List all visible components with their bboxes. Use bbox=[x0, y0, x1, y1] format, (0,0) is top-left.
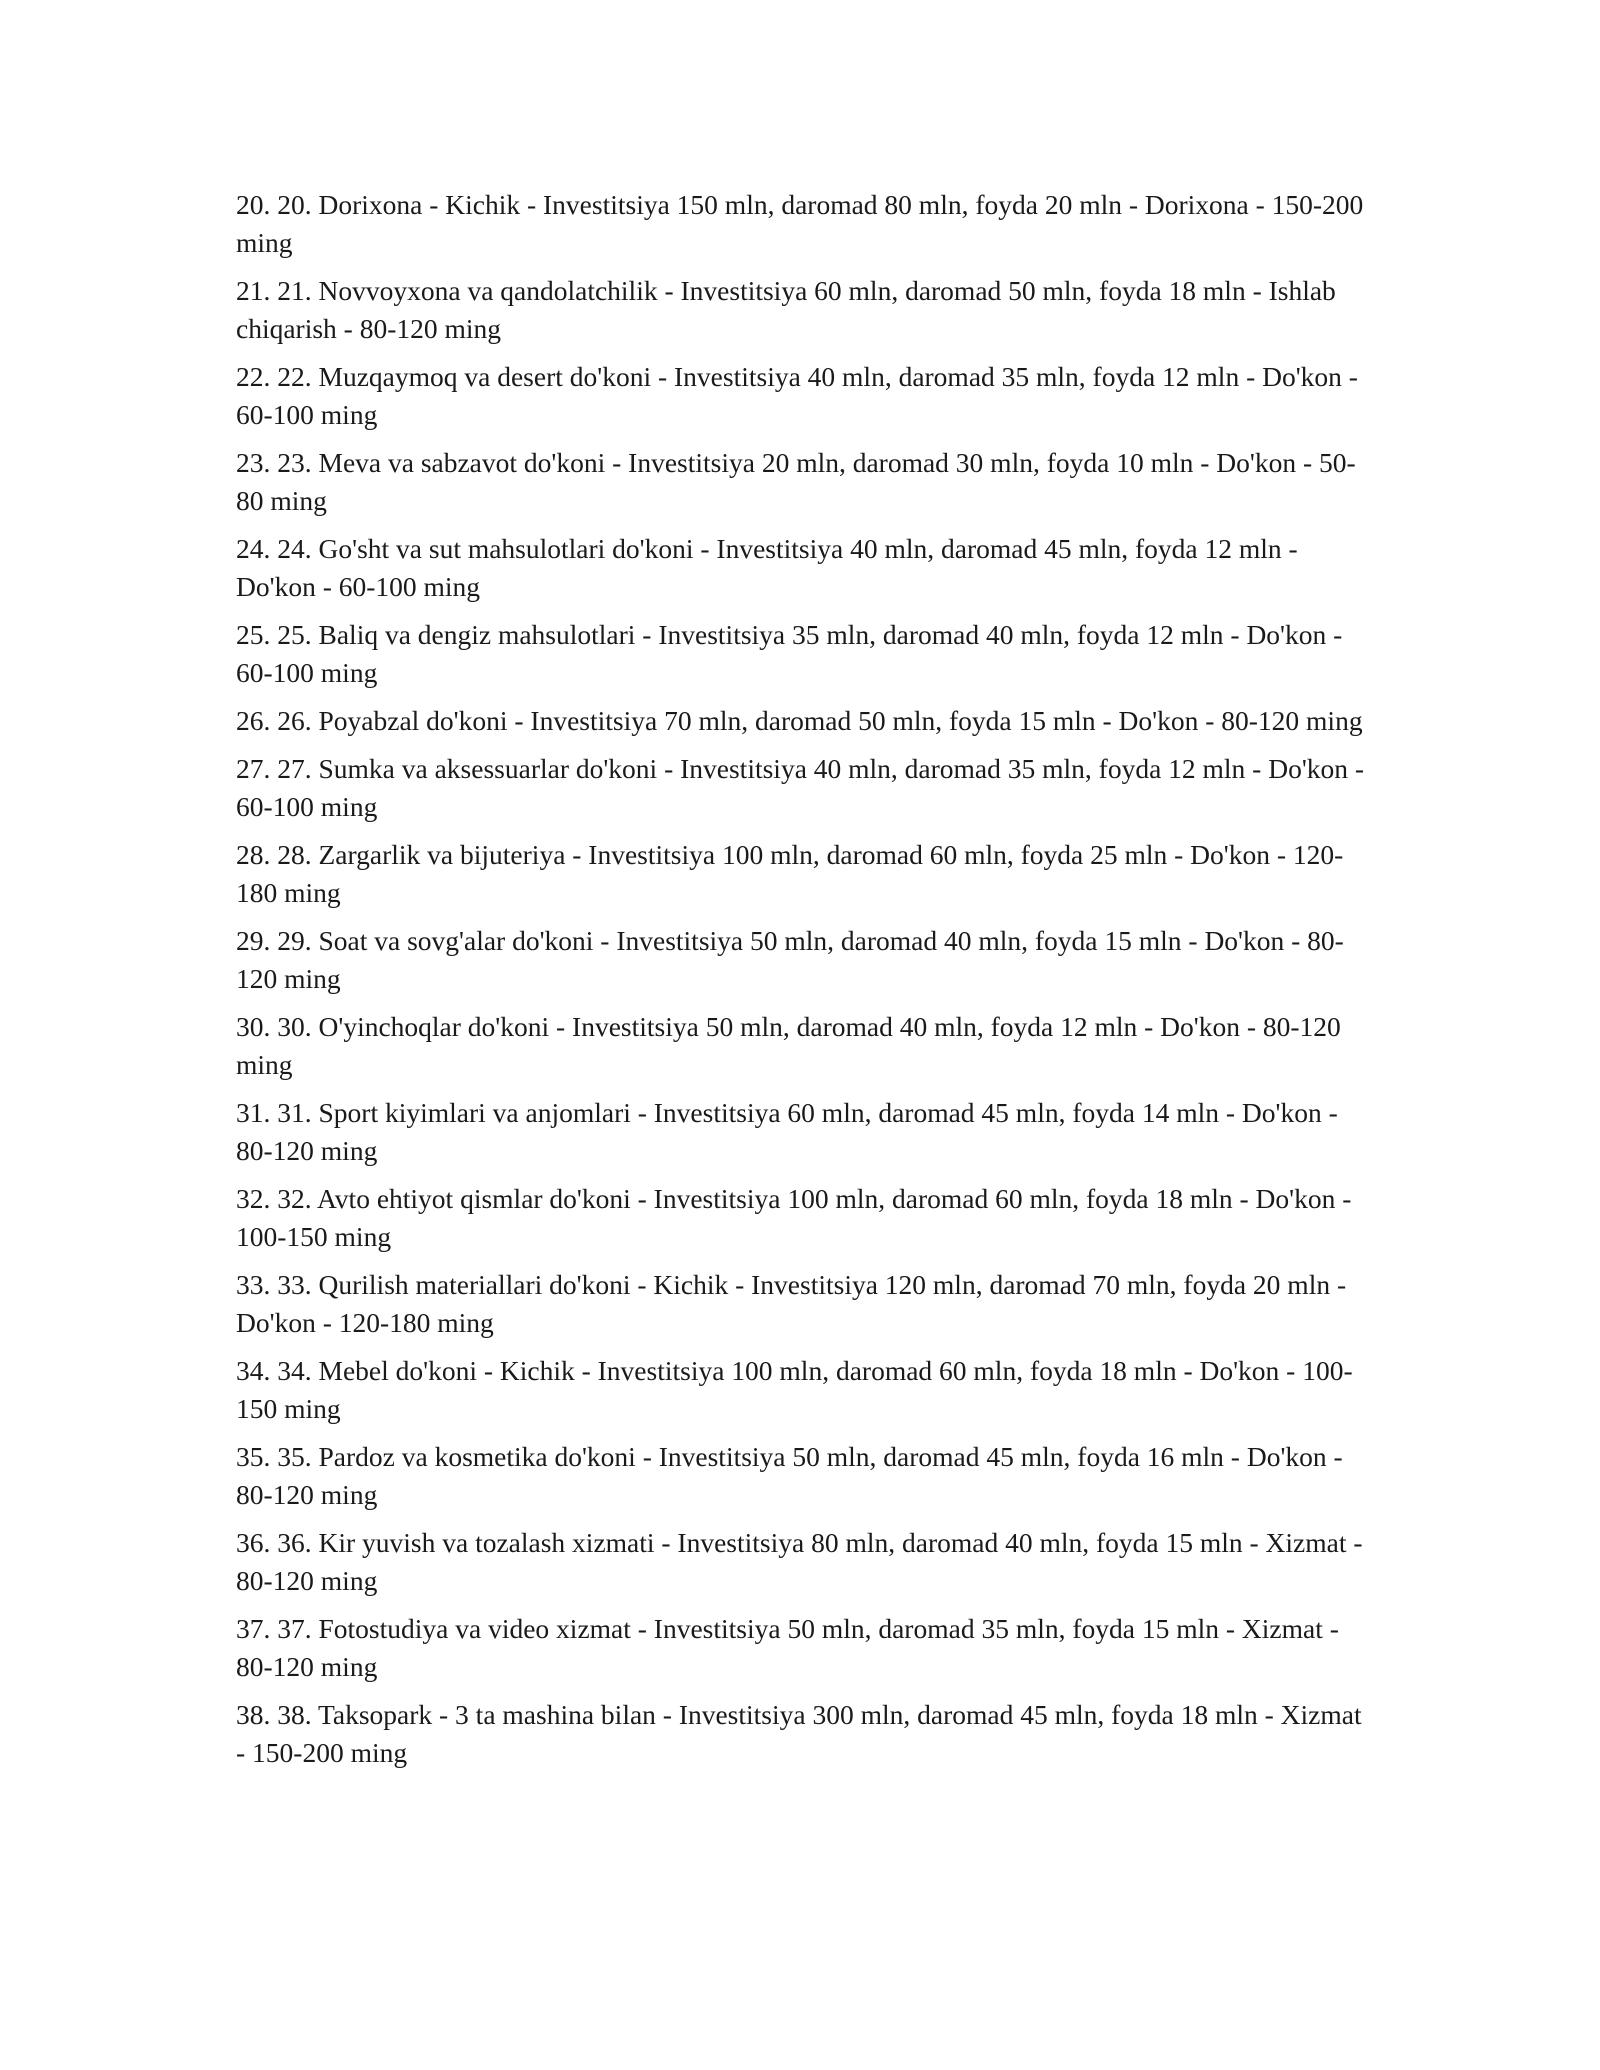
list-item: 31. 31. Sport kiyimlari va anjomlari - Investitsiya 60 mln, daromad 45 mln, foyda 14 mln - Do'kon - 80-120 ming bbox=[236, 1097, 1338, 1166]
list-item: 32. 32. Avto ehtiyot qismlar do'koni - Investitsiya 100 mln, daromad 60 mln, foyda 18 mln - Do'kon - 100-150 ming bbox=[236, 1183, 1352, 1252]
list-item: 27. 27. Sumka va aksessuarlar do'koni - Investitsiya 40 mln, daromad 35 mln, foyda 12 mln - Do'kon - 60-100 ming bbox=[236, 753, 1365, 822]
business-list bbox=[236, 186, 1366, 1782]
list-item: 34. 34. Mebel do'koni - Kichik - Investitsiya 100 mln, daromad 60 mln, foyda 18 mln - Do'kon - 100-150 ming bbox=[236, 1355, 1353, 1424]
list-item: 20. 20. Dorixona - Kichik - Investitsiya 150 mln, daromad 80 mln, foyda 20 mln - Dorixona - 150-200 ming bbox=[236, 189, 1364, 258]
list-item: 37. 37. Fotostudiya va video xizmat - Investitsiya 50 mln, daromad 35 mln, foyda 15 mln - Xizmat - 80-120 ming bbox=[236, 1613, 1339, 1682]
list-item: 22. 22. Muzqaymoq va desert do'koni - Investitsiya 40 mln, daromad 35 mln, foyda 12 mln - Do'kon - 60-100 ming bbox=[236, 361, 1358, 430]
list-item: 29. 29. Soat va sovg'alar do'koni - Investitsiya 50 mln, daromad 40 mln, foyda 15 mln - Do'kon - 80-120 ming bbox=[236, 925, 1344, 994]
list-item: 28. 28. Zargarlik va bijuteriya - Investitsiya 100 mln, daromad 60 mln, foyda 25 mln - Do'kon - 120-180 ming bbox=[236, 839, 1344, 908]
list-item: 35. 35. Pardoz va kosmetika do'koni - Investitsiya 50 mln, daromad 45 mln, foyda 16 mln - Do'kon - 80-120 ming bbox=[236, 1441, 1343, 1510]
list-item: 36. 36. Kir yuvish va tozalash xizmati - Investitsiya 80 mln, daromad 40 mln, foyda 15 mln - Xizmat - 80-120 ming bbox=[236, 1527, 1363, 1596]
list-item: 30. 30. O'yinchoqlar do'koni - Investitsiya 50 mln, daromad 40 mln, foyda 12 mln - Do'kon - 80-120 ming bbox=[236, 1011, 1341, 1080]
list-item: 38. 38. Taksopark - 3 ta mashina bilan - Investitsiya 300 mln, daromad 45 mln, foyda 18 mln - Xizmat - 150-200 ming bbox=[236, 1699, 1362, 1768]
list-item: 21. 21. Novvoyxona va qandolatchilik - Investitsiya 60 mln, daromad 50 mln, foyda 18 mln - Ishlab chiqarish - 80-120 ming bbox=[236, 275, 1336, 344]
list-item: 25. 25. Baliq va dengiz mahsulotlari - Investitsiya 35 mln, daromad 40 mln, foyda 12 mln - Do'kon - 60-100 ming bbox=[236, 619, 1343, 688]
list-item: 33. 33. Qurilish materiallari do'koni - Kichik - Investitsiya 120 mln, daromad 70 mln, foyda 20 mln - Do'kon - 120-180 ming bbox=[236, 1269, 1347, 1338]
list-item: 23. 23. Meva va sabzavot do'koni - Investitsiya 20 mln, daromad 30 mln, foyda 10 mln - Do'kon - 50-80 ming bbox=[236, 447, 1356, 516]
list-item: 24. 24. Go'sht va sut mahsulotlari do'koni - Investitsiya 40 mln, daromad 45 mln, foyda 12 mln - Do'kon - 60-100 ming bbox=[236, 533, 1298, 602]
list-item: 26. 26. Poyabzal do'koni - Investitsiya 70 mln, daromad 50 mln, foyda 15 mln - Do'kon - 80-120 ming bbox=[236, 705, 1363, 736]
